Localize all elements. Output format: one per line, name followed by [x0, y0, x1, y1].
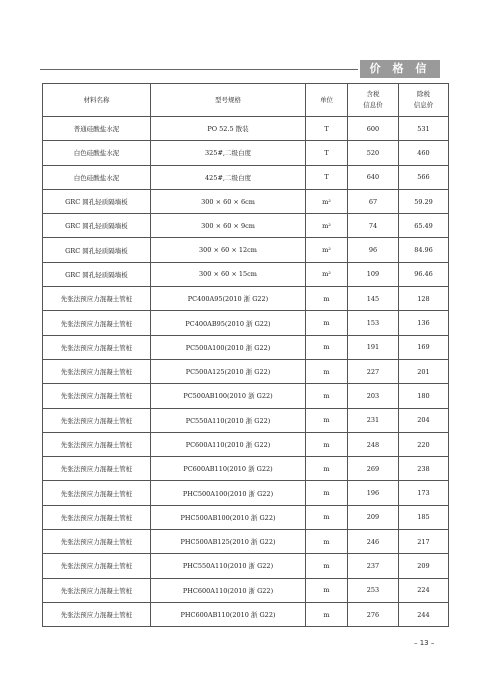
- cell-tax-exclusive-price: 204: [399, 408, 449, 432]
- cell-tax-inclusive-price: 520: [348, 141, 399, 165]
- cell-tax-inclusive-price: 153: [348, 311, 399, 335]
- cell-unit: m: [306, 554, 348, 578]
- cell-tax-exclusive-price: 173: [399, 481, 449, 505]
- cell-unit: m: [306, 505, 348, 529]
- cell-unit: m: [306, 457, 348, 481]
- cell-material-name: 先张法预应力混凝土管桩: [43, 335, 151, 359]
- cell-tax-exclusive-price: 217: [399, 530, 449, 554]
- header-rule: [40, 69, 358, 70]
- table-row: [43, 359, 449, 383]
- cell-material-name: GRC 圆孔轻质隔墙板: [43, 262, 151, 286]
- cell-material-name: 普通硅酸盐水泥: [43, 117, 151, 141]
- table-row: [43, 505, 449, 529]
- header-tax-exclusive-line2: 信息价: [413, 101, 434, 109]
- header-tax-inclusive-line1: 含税: [366, 90, 380, 98]
- cell-unit: m: [306, 481, 348, 505]
- cell-material-name: 先张法预应力混凝土管桩: [43, 602, 151, 626]
- table-row: [43, 117, 449, 141]
- cell-tax-exclusive-price: 209: [399, 554, 449, 578]
- cell-unit: m: [306, 335, 348, 359]
- cell-unit: T: [306, 141, 348, 165]
- cell-unit: m: [306, 408, 348, 432]
- cell-spec: PC400A95(2010 浙 G22): [151, 287, 306, 311]
- cell-tax-exclusive-price: 180: [399, 384, 449, 408]
- cell-spec: 300 × 60 × 9cm: [151, 214, 306, 238]
- cell-spec: 325#,二级白度: [151, 141, 306, 165]
- header-unit: 单位: [306, 84, 348, 117]
- table-row: [43, 141, 449, 165]
- cell-material-name: 白色硅酸盐水泥: [43, 141, 151, 165]
- cell-tax-inclusive-price: 196: [348, 481, 399, 505]
- cell-tax-inclusive-price: 145: [348, 287, 399, 311]
- cell-tax-exclusive-price: 185: [399, 505, 449, 529]
- table-row: [43, 602, 449, 626]
- cell-material-name: GRC 圆孔轻质隔墙板: [43, 238, 151, 262]
- table-row: [43, 214, 449, 238]
- header-tax-inclusive-price: [348, 84, 399, 117]
- cell-tax-inclusive-price: 231: [348, 408, 399, 432]
- header-spec: 型号规格: [151, 84, 306, 117]
- price-table: [42, 83, 449, 627]
- cell-material-name: 先张法预应力混凝土管桩: [43, 359, 151, 383]
- cell-spec: PC400AB95(2010 浙 G22): [151, 311, 306, 335]
- cell-tax-inclusive-price: 96: [348, 238, 399, 262]
- cell-spec: 300 × 60 × 12cm: [151, 238, 306, 262]
- table-row: [43, 335, 449, 359]
- cell-unit: m: [306, 530, 348, 554]
- cell-spec: PHC600A110(2010 浙 G22): [151, 578, 306, 602]
- cell-tax-inclusive-price: 276: [348, 602, 399, 626]
- cell-unit: m: [306, 287, 348, 311]
- cell-tax-exclusive-price: 136: [399, 311, 449, 335]
- cell-spec: PC600A110(2010 浙 G22): [151, 432, 306, 456]
- cell-material-name: 先张法预应力混凝土管桩: [43, 408, 151, 432]
- cell-tax-inclusive-price: 253: [348, 578, 399, 602]
- table-row: [43, 578, 449, 602]
- cell-tax-exclusive-price: 201: [399, 359, 449, 383]
- cell-tax-exclusive-price: 220: [399, 432, 449, 456]
- table-row: [43, 165, 449, 189]
- table-row: [43, 432, 449, 456]
- cell-tax-exclusive-price: 169: [399, 335, 449, 359]
- cell-spec: PHC500AB100(2010 浙 G22): [151, 505, 306, 529]
- cell-spec: PC550A110(2010 浙 G22): [151, 408, 306, 432]
- cell-tax-exclusive-price: 65.49: [399, 214, 449, 238]
- cell-tax-inclusive-price: 600: [348, 117, 399, 141]
- cell-tax-inclusive-price: 227: [348, 359, 399, 383]
- cell-tax-exclusive-price: 566: [399, 165, 449, 189]
- cell-tax-inclusive-price: 191: [348, 335, 399, 359]
- cell-spec: PHC600AB110(2010 浙 G22): [151, 602, 306, 626]
- header-tax-exclusive-price: [399, 84, 449, 117]
- cell-tax-exclusive-price: 59.29: [399, 189, 449, 213]
- cell-tax-inclusive-price: 248: [348, 432, 399, 456]
- cell-spec: PHC550A110(2010 浙 G22): [151, 554, 306, 578]
- cell-spec: PO 52.5 散装: [151, 117, 306, 141]
- table-row: [43, 238, 449, 262]
- table-header-row: [43, 84, 449, 117]
- cell-material-name: 先张法预应力混凝土管桩: [43, 457, 151, 481]
- cell-spec: PHC500AB125(2010 浙 G22): [151, 530, 306, 554]
- cell-material-name: GRC 圆孔轻质隔墙板: [43, 214, 151, 238]
- cell-spec: PC600AB110(2010 浙 G22): [151, 457, 306, 481]
- cell-tax-inclusive-price: 67: [348, 189, 399, 213]
- cell-spec: 425#,二级白度: [151, 165, 306, 189]
- cell-unit: m: [306, 384, 348, 408]
- cell-unit: T: [306, 165, 348, 189]
- cell-tax-exclusive-price: 96.46: [399, 262, 449, 286]
- cell-unit: m²: [306, 262, 348, 286]
- cell-unit: T: [306, 117, 348, 141]
- cell-tax-exclusive-price: 224: [399, 578, 449, 602]
- table-row: [43, 457, 449, 481]
- cell-tax-exclusive-price: 460: [399, 141, 449, 165]
- cell-material-name: 先张法预应力混凝土管桩: [43, 481, 151, 505]
- table-row: [43, 554, 449, 578]
- cell-spec: PC500AB100(2010 浙 G22): [151, 384, 306, 408]
- cell-tax-exclusive-price: 531: [399, 117, 449, 141]
- cell-tax-exclusive-price: 244: [399, 602, 449, 626]
- cell-tax-exclusive-price: 128: [399, 287, 449, 311]
- page-number: – 13 –: [414, 639, 435, 647]
- header-tax-exclusive-line1: 除税: [417, 90, 430, 98]
- cell-unit: m: [306, 578, 348, 602]
- cell-material-name: 先张法预应力混凝土管桩: [43, 311, 151, 335]
- section-title: 价 格 信 息: [360, 60, 440, 78]
- cell-tax-inclusive-price: 237: [348, 554, 399, 578]
- cell-tax-inclusive-price: 109: [348, 262, 399, 286]
- cell-spec: 300 × 60 × 15cm: [151, 262, 306, 286]
- cell-material-name: 先张法预应力混凝土管桩: [43, 578, 151, 602]
- cell-material-name: 先张法预应力混凝土管桩: [43, 505, 151, 529]
- cell-material-name: 先张法预应力混凝土管桩: [43, 530, 151, 554]
- cell-tax-inclusive-price: 209: [348, 505, 399, 529]
- table-row: [43, 311, 449, 335]
- cell-spec: 300 × 60 × 6cm: [151, 189, 306, 213]
- header-tax-inclusive-line2: 信息价: [363, 101, 383, 109]
- cell-unit: m: [306, 432, 348, 456]
- table-row: [43, 384, 449, 408]
- cell-unit: m²: [306, 238, 348, 262]
- table-row: [43, 408, 449, 432]
- table-row: [43, 262, 449, 286]
- cell-material-name: 白色硅酸盐水泥: [43, 165, 151, 189]
- cell-tax-inclusive-price: 640: [348, 165, 399, 189]
- cell-unit: m: [306, 359, 348, 383]
- cell-unit: m²: [306, 214, 348, 238]
- cell-spec: PC500A125(2010 浙 G22): [151, 359, 306, 383]
- table-row: [43, 530, 449, 554]
- cell-material-name: GRC 圆孔轻质隔墙板: [43, 189, 151, 213]
- table-row: [43, 189, 449, 213]
- table-row: [43, 481, 449, 505]
- cell-material-name: 先张法预应力混凝土管桩: [43, 287, 151, 311]
- cell-unit: m²: [306, 189, 348, 213]
- cell-unit: m: [306, 602, 348, 626]
- cell-tax-inclusive-price: 269: [348, 457, 399, 481]
- cell-tax-inclusive-price: 203: [348, 384, 399, 408]
- header-material-name: 材料名称: [43, 84, 151, 117]
- table-row: [43, 287, 449, 311]
- cell-unit: m: [306, 311, 348, 335]
- cell-material-name: 先张法预应力混凝土管桩: [43, 554, 151, 578]
- cell-material-name: 先张法预应力混凝土管桩: [43, 384, 151, 408]
- cell-spec: PC500A100(2010 浙 G22): [151, 335, 306, 359]
- cell-spec: PHC500A100(2010 浙 G22): [151, 481, 306, 505]
- cell-tax-exclusive-price: 84.96: [399, 238, 449, 262]
- cell-tax-inclusive-price: 246: [348, 530, 399, 554]
- cell-material-name: 先张法预应力混凝土管桩: [43, 432, 151, 456]
- table-body: [43, 117, 449, 627]
- cell-tax-inclusive-price: 74: [348, 214, 399, 238]
- cell-tax-exclusive-price: 238: [399, 457, 449, 481]
